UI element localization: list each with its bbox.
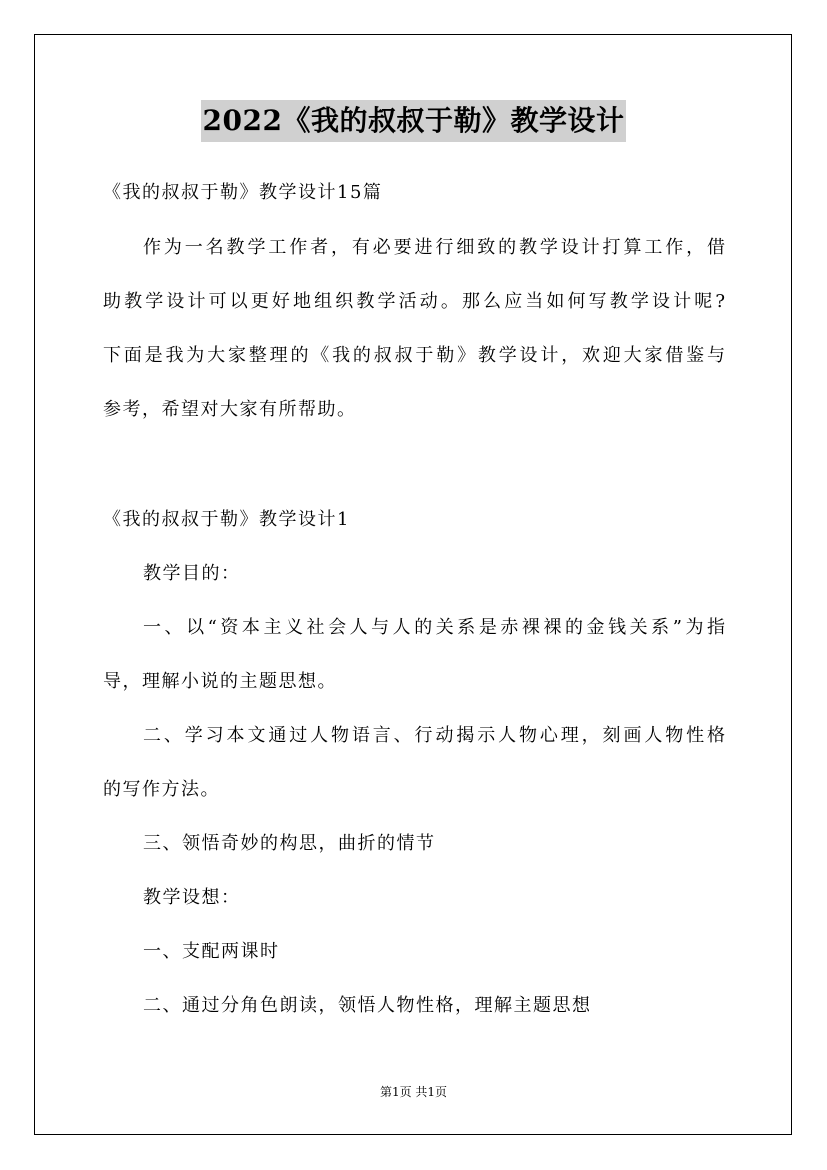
design-item-2: 二、通过分角色朗读，领悟人物性格，理解主题思想 bbox=[143, 995, 592, 1016]
title-container bbox=[0, 100, 827, 142]
design-label: 教学设想： bbox=[143, 887, 241, 908]
section-heading: 《我的叔叔于勒》教学设计1 bbox=[103, 509, 350, 530]
objective-1-line-1: 一、以“资本主义社会人与人的关系是赤裸裸的金钱关系”为指 bbox=[143, 617, 725, 638]
document-title: 2022《我的叔叔于勒》教学设计 bbox=[201, 100, 627, 142]
objective-1-line-2: 导，理解小说的主题思想。 bbox=[103, 671, 337, 692]
objectives-label: 教学目的： bbox=[143, 563, 241, 584]
objective-3: 三、领悟奇妙的构思，曲折的情节 bbox=[143, 833, 436, 854]
objective-2-line-2: 的写作方法。 bbox=[103, 779, 220, 800]
intro-line-2: 助教学设计可以更好地组织教学活动。那么应当如何写教学设计呢? bbox=[103, 291, 725, 312]
intro-line-4: 参考，希望对大家有所帮助。 bbox=[103, 399, 357, 420]
design-item-1: 一、支配两课时 bbox=[143, 941, 280, 962]
page-footer: 第1页 共1页 bbox=[379, 1085, 448, 1099]
document-subtitle: 《我的叔叔于勒》教学设计15篇 bbox=[103, 182, 383, 203]
intro-line-3: 下面是我为大家整理的《我的叔叔于勒》教学设计，欢迎大家借鉴与 bbox=[103, 345, 725, 366]
objective-2-line-1: 二、学习本文通过人物语言、行动揭示人物心理，刻画人物性格 bbox=[143, 725, 725, 746]
intro-line-1: 作为一名教学工作者，有必要进行细致的教学设计打算工作，借 bbox=[143, 237, 725, 258]
